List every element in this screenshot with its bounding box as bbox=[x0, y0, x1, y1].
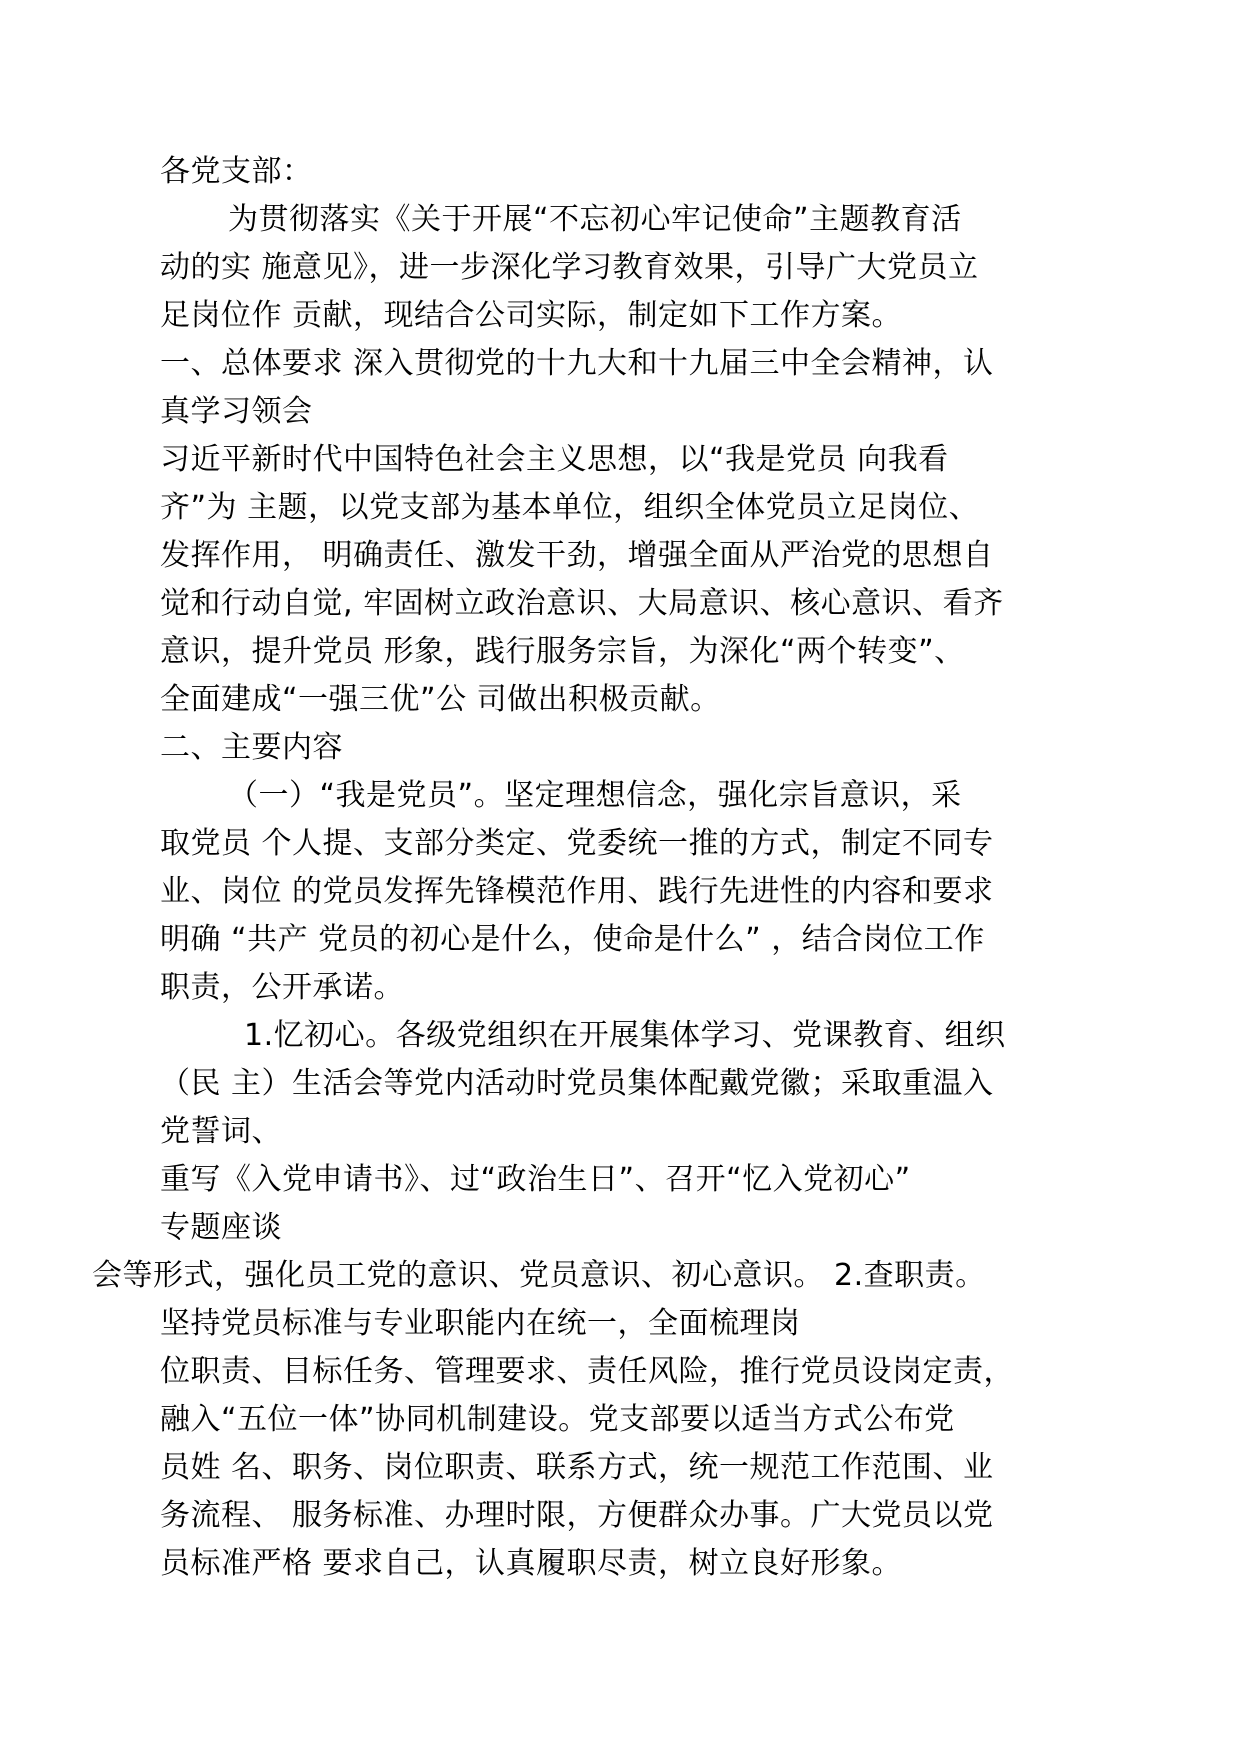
list-item-line: 1.忆初心。各级党组织在开展集体学习、党课教育、组织 bbox=[244, 1018, 1006, 1053]
paragraph-line: 明确 “共产 党员的初心是什么，使命是什么” ，结合岗位工作 bbox=[160, 922, 985, 957]
paragraph-line: 员姓 名、职务、岗位职责、联系方式，统一规范工作范围、业 bbox=[160, 1450, 994, 1485]
paragraph-line: 会等形式，强化员工党的意识、党员意识、初心意识。 2.查职责。 bbox=[92, 1258, 986, 1293]
paragraph-line: 重写《入党申请书》、过“政治生日”、召开“忆入党初心” bbox=[160, 1162, 911, 1197]
paragraph-line: 习近平新时代中国特色社会主义思想，以“我是党员 向我看 bbox=[160, 442, 949, 477]
paragraph-line: 职责，公开承诺。 bbox=[160, 970, 404, 1005]
paragraph-line: 位职责、目标任务、管理要求、责任风险，推行党员设岗定责， bbox=[160, 1354, 1014, 1389]
paragraph-line: （民 主）生活会等党内活动时党员集体配戴党徽；采取重温入 bbox=[160, 1066, 994, 1101]
paragraph-line: 坚持党员标准与专业职能内在统一，全面梳理岗 bbox=[160, 1306, 801, 1341]
paragraph-line: 专题座谈 bbox=[160, 1210, 282, 1245]
paragraph-line: 员标准严格 要求自己，认真履职尽责，树立良好形象。 bbox=[160, 1546, 903, 1581]
paragraph-line: 意识，提升党员 形象，践行服务宗旨，为深化“两个转变”、 bbox=[160, 634, 965, 669]
paragraph-line: 融入“五位一体”协同机制建设。党支部要以适当方式公布党 bbox=[160, 1402, 955, 1437]
paragraph-line: 全面建成“一强三优”公 司做出积极贡献。 bbox=[160, 682, 721, 717]
paragraph-line: 足岗位作 贡献，现结合公司实际，制定如下工作方案。 bbox=[160, 298, 903, 333]
paragraph-line: 业、岗位 的党员发挥先锋模范作用、践行先进性的内容和要求 bbox=[160, 874, 994, 909]
salutation: 各党支部： bbox=[160, 154, 313, 189]
section-heading-line: 一、总体要求 深入贯彻党的十九大和十九届三中全会精神，认 bbox=[160, 346, 994, 381]
paragraph-line: 齐”为 主题，以党支部为基本单位，组织全体党员立足岗位、 bbox=[160, 490, 980, 525]
paragraph-line: 党誓词、 bbox=[160, 1114, 282, 1149]
paragraph-line: 取党员 个人提、支部分类定、党委统一推的方式，制定不同专 bbox=[160, 826, 994, 861]
paragraph-line: 为贯彻落实《关于开展“不忘初心牢记使命”主题教育活 bbox=[228, 202, 962, 237]
paragraph-line: 动的实 施意见》，进一步深化学习教育效果，引导广大党员立 bbox=[160, 250, 979, 285]
subsection-line: （一）“我是党员”。坚定理想信念，强化宗旨意识，采 bbox=[228, 778, 962, 813]
section-heading: 二、主要内容 bbox=[160, 730, 343, 765]
paragraph-line: 真学习领会 bbox=[160, 394, 313, 429]
paragraph-line: 务流程、 服务标准、办理时限，方便群众办事。广大党员以党 bbox=[160, 1498, 994, 1533]
paragraph-line: 发挥作用， 明确责任、激发干劲，增强全面从严治党的思想自 bbox=[160, 538, 994, 573]
paragraph-line: 觉和行动自觉, 牢固树立政治意识、大局意识、核心意识、看齐 bbox=[160, 586, 1004, 621]
